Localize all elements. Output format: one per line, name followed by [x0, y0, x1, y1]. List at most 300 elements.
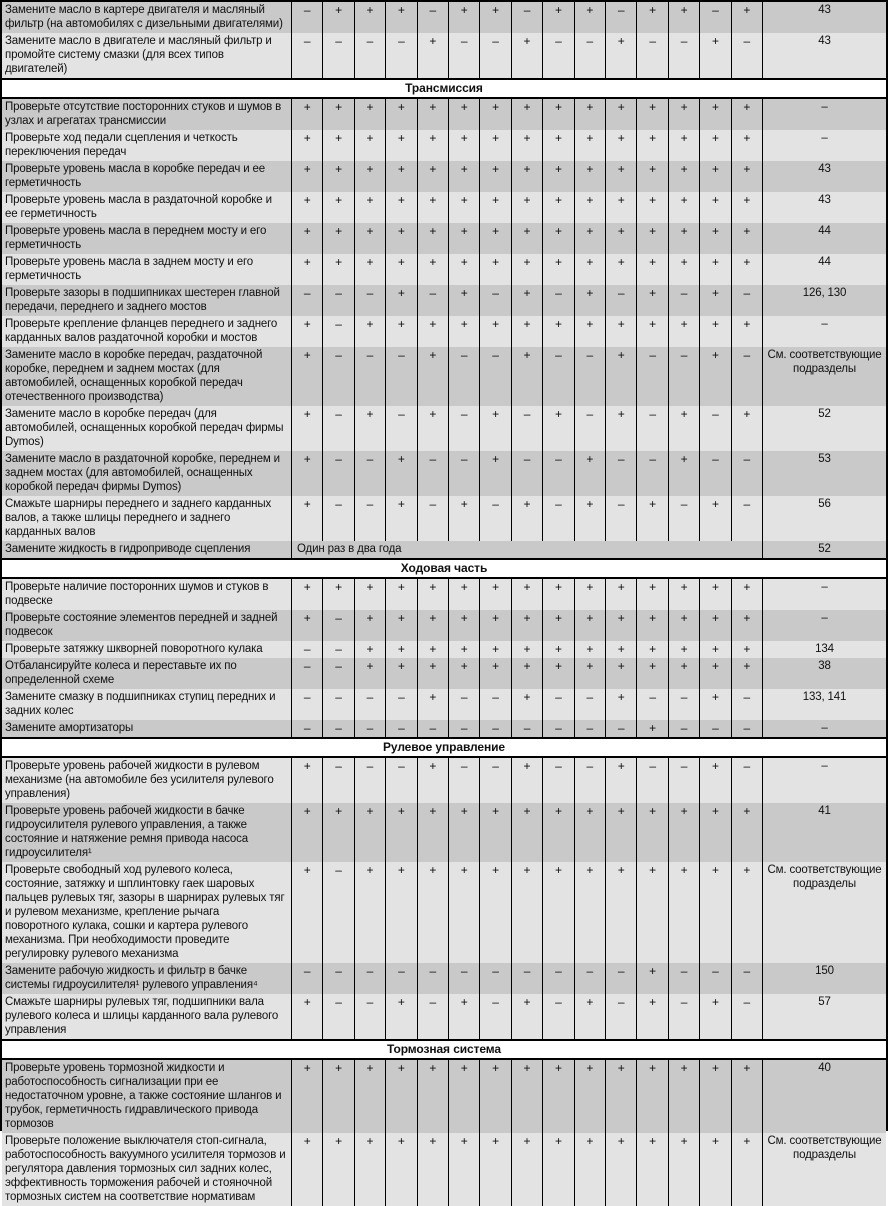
mark-cell: – — [668, 994, 699, 1039]
mark-cell: – — [542, 33, 573, 78]
interval-marks — [291, 99, 762, 130]
mark-cell: + — [574, 862, 605, 963]
mark-cell: + — [731, 254, 762, 285]
interval-marks — [291, 496, 762, 541]
mark-cell: + — [668, 161, 699, 192]
mark-cell: + — [605, 862, 636, 963]
mark-cell: + — [668, 862, 699, 963]
maintenance-row — [2, 99, 886, 130]
maintenance-row — [2, 1060, 886, 1133]
mark-cell: + — [668, 192, 699, 223]
mark-cell: + — [322, 579, 353, 610]
mark-cell: – — [354, 720, 385, 737]
mark-cell: + — [511, 316, 542, 347]
mark-cell: + — [479, 2, 510, 33]
mark-cell: + — [574, 223, 605, 254]
page-cell: 43 — [762, 161, 886, 192]
mark-cell: – — [385, 963, 416, 994]
task-cell: Замените масло в раздаточной коробке, переднем и заднем мостах (для автомобилей, оснащенных коробкой передач фирмы Dymos) — [5, 453, 280, 493]
mark-cell: + — [605, 192, 636, 223]
mark-cell: – — [574, 406, 605, 451]
mark-cell: – — [479, 720, 510, 737]
mark-cell: + — [354, 579, 385, 610]
mark-cell: – — [636, 451, 667, 496]
mark-cell: + — [511, 758, 542, 803]
task-cell: Замените масло в картере двигателя и масляный фильтр (на автомобилях с дизельными двигателями) — [5, 4, 283, 30]
mark-cell: + — [417, 641, 448, 658]
mark-cell: + — [291, 99, 322, 130]
mark-cell: + — [322, 161, 353, 192]
mark-cell: + — [291, 451, 322, 496]
page-cell: – — [762, 579, 886, 610]
mark-cell: + — [574, 2, 605, 33]
mark-cell: + — [417, 223, 448, 254]
mark-cell: + — [574, 99, 605, 130]
mark-cell: + — [668, 406, 699, 451]
mark-cell: – — [605, 2, 636, 33]
mark-cell: + — [291, 862, 322, 963]
mark-cell: + — [605, 689, 636, 720]
mark-cell: – — [448, 689, 479, 720]
mark-cell: + — [511, 496, 542, 541]
mark-cell: + — [574, 192, 605, 223]
mark-cell: + — [511, 1060, 542, 1133]
interval-marks — [291, 758, 762, 803]
mark-cell: + — [511, 192, 542, 223]
mark-cell: + — [448, 99, 479, 130]
mark-cell: + — [668, 803, 699, 862]
mark-cell: – — [731, 496, 762, 541]
page-cell: – — [762, 610, 886, 641]
mark-cell: + — [479, 658, 510, 689]
mark-cell: + — [636, 862, 667, 963]
mark-cell: + — [542, 862, 573, 963]
page-cell: 133, 141 — [762, 689, 886, 720]
mark-cell: + — [699, 994, 730, 1039]
mark-cell: + — [417, 689, 448, 720]
mark-cell: – — [699, 963, 730, 994]
mark-cell: + — [291, 161, 322, 192]
mark-cell: – — [385, 720, 416, 737]
mark-cell: + — [417, 1060, 448, 1133]
mark-cell: + — [354, 2, 385, 33]
task-cell: Проверьте положение выключателя стоп-сигнала, работоспособность вакуумного усилителя тормозов и регулятора давления тормозных сил задних колес, эффективность торможения рабочей и стояночной тормозных систем на соответствие нормативам — [5, 1135, 286, 1203]
mark-cell: – — [731, 285, 762, 316]
mark-cell: + — [605, 610, 636, 641]
mark-cell: – — [385, 33, 416, 78]
task-cell: Смажьте шарниры рулевых тяг, подшипники вала рулевого колеса и шлицы карданного вала рулевого управления — [5, 996, 279, 1036]
mark-cell: + — [699, 347, 730, 406]
mark-cell: – — [699, 406, 730, 451]
mark-cell: + — [322, 99, 353, 130]
page-cell: 57 — [762, 994, 886, 1039]
mark-cell: + — [731, 406, 762, 451]
mark-cell: – — [699, 2, 730, 33]
maintenance-row — [2, 1133, 886, 1206]
mark-cell: + — [291, 192, 322, 223]
mark-cell: + — [417, 862, 448, 963]
mark-cell: – — [605, 963, 636, 994]
mark-cell: + — [636, 223, 667, 254]
interval-marks — [291, 451, 762, 496]
mark-cell: + — [448, 130, 479, 161]
page-cell: 53 — [762, 451, 886, 496]
mark-cell: – — [542, 994, 573, 1039]
page-cell: См. соответствующие подразделы — [762, 862, 886, 963]
mark-cell: + — [448, 192, 479, 223]
mark-cell: + — [385, 451, 416, 496]
interval-marks — [291, 285, 762, 316]
page-cell: 44 — [762, 223, 886, 254]
page-cell: 150 — [762, 963, 886, 994]
mark-cell: – — [511, 963, 542, 994]
mark-cell: – — [354, 994, 385, 1039]
mark-cell: + — [699, 316, 730, 347]
task-cell: Замените масло в коробке передач (для автомобилей, оснащенных коробкой передач фирмы Dymos) — [5, 408, 284, 448]
mark-cell: – — [291, 963, 322, 994]
mark-cell: + — [699, 641, 730, 658]
mark-cell: + — [636, 994, 667, 1039]
mark-cell: + — [605, 641, 636, 658]
mark-cell: + — [574, 579, 605, 610]
task-cell: Смажьте шарниры переднего и заднего карданных валов, а также шлицы переднего и заднего карданных валов — [5, 498, 272, 538]
maintenance-row — [2, 963, 886, 994]
mark-cell: + — [699, 130, 730, 161]
mark-cell: + — [479, 803, 510, 862]
mark-cell: + — [385, 254, 416, 285]
mark-cell: + — [448, 496, 479, 541]
mark-cell: – — [731, 347, 762, 406]
section-header: Ходовая часть — [2, 558, 886, 579]
interval-marks — [291, 316, 762, 347]
page-cell: – — [762, 758, 886, 803]
mark-cell: – — [322, 862, 353, 963]
mark-cell: + — [511, 658, 542, 689]
mark-cell: + — [636, 254, 667, 285]
mark-cell: + — [731, 610, 762, 641]
page-cell: См. соответствующие подразделы — [762, 1133, 886, 1206]
mark-cell: + — [448, 254, 479, 285]
maintenance-row — [2, 862, 886, 963]
mark-cell: + — [354, 1060, 385, 1133]
mark-cell: + — [605, 33, 636, 78]
interval-marks — [291, 610, 762, 641]
mark-cell: + — [699, 161, 730, 192]
mark-cell: + — [605, 803, 636, 862]
mark-cell: + — [417, 254, 448, 285]
mark-cell: + — [322, 192, 353, 223]
maintenance-row — [2, 223, 886, 254]
interval-marks — [291, 803, 762, 862]
page-cell: – — [762, 316, 886, 347]
mark-cell: – — [511, 720, 542, 737]
mark-cell: + — [448, 803, 479, 862]
mark-cell: + — [605, 223, 636, 254]
mark-cell: + — [542, 579, 573, 610]
mark-cell: + — [448, 641, 479, 658]
mark-cell: + — [731, 130, 762, 161]
mark-cell: + — [542, 99, 573, 130]
mark-cell: + — [417, 316, 448, 347]
mark-cell: + — [354, 99, 385, 130]
mark-cell: – — [574, 720, 605, 737]
mark-cell: + — [731, 2, 762, 33]
task-cell: Замените амортизаторы — [5, 722, 134, 734]
mark-cell: + — [605, 758, 636, 803]
maintenance-row — [2, 254, 886, 285]
mark-cell: + — [605, 347, 636, 406]
maintenance-row — [2, 406, 886, 451]
mark-cell: – — [291, 2, 322, 33]
interval-marks — [291, 720, 762, 737]
mark-cell: + — [636, 1060, 667, 1133]
mark-cell: + — [699, 496, 730, 541]
page-cell: 44 — [762, 254, 886, 285]
mark-cell: + — [511, 347, 542, 406]
mark-cell: + — [291, 610, 322, 641]
task-cell: Замените рабочую жидкость и фильтр в бачке системы гидроусилителя¹ рулевого управления⁴ — [5, 965, 258, 991]
mark-cell: – — [417, 994, 448, 1039]
maintenance-row — [2, 285, 886, 316]
mark-cell: – — [542, 451, 573, 496]
mark-cell: + — [385, 161, 416, 192]
mark-cell: + — [417, 1133, 448, 1206]
mark-cell: – — [354, 347, 385, 406]
interval-marks — [291, 254, 762, 285]
mark-cell: + — [417, 192, 448, 223]
mark-cell: + — [731, 223, 762, 254]
interval-marks — [291, 223, 762, 254]
mark-cell: – — [605, 451, 636, 496]
maintenance-row — [2, 579, 886, 610]
page-cell: 38 — [762, 658, 886, 689]
mark-cell: + — [731, 161, 762, 192]
mark-cell: + — [574, 1060, 605, 1133]
mark-cell: + — [636, 496, 667, 541]
mark-cell: – — [322, 33, 353, 78]
mark-cell: + — [574, 130, 605, 161]
maintenance-row — [2, 803, 886, 862]
mark-cell: – — [417, 963, 448, 994]
mark-cell: + — [385, 316, 416, 347]
maintenance-row — [2, 496, 886, 541]
mark-cell: – — [668, 758, 699, 803]
mark-cell: + — [636, 658, 667, 689]
maintenance-row — [2, 347, 886, 406]
mark-cell: + — [354, 610, 385, 641]
mark-cell: + — [605, 1133, 636, 1206]
mark-cell: – — [322, 610, 353, 641]
mark-cell: + — [511, 130, 542, 161]
interval-marks — [291, 33, 762, 78]
section-header: Трансмиссия — [2, 78, 886, 99]
mark-cell: + — [417, 610, 448, 641]
mark-cell: – — [322, 994, 353, 1039]
mark-cell: + — [731, 579, 762, 610]
mark-cell: – — [542, 285, 573, 316]
mark-cell: + — [542, 658, 573, 689]
maintenance-row — [2, 641, 886, 658]
mark-cell: + — [291, 406, 322, 451]
mark-cell: + — [291, 223, 322, 254]
mark-cell: + — [668, 1133, 699, 1206]
mark-cell: – — [354, 963, 385, 994]
mark-cell: – — [322, 641, 353, 658]
mark-cell: + — [354, 192, 385, 223]
mark-cell: – — [574, 963, 605, 994]
mark-cell: – — [479, 347, 510, 406]
page-cell: – — [762, 130, 886, 161]
mark-cell: + — [291, 316, 322, 347]
mark-cell: – — [448, 33, 479, 78]
mark-cell: – — [731, 451, 762, 496]
mark-cell: + — [668, 1060, 699, 1133]
mark-cell: + — [542, 254, 573, 285]
mark-cell: – — [479, 33, 510, 78]
mark-cell: + — [479, 862, 510, 963]
section-header: Рулевое управление — [2, 737, 886, 758]
task-cell: Проверьте уровень масла в переднем мосту и его герметичность — [5, 225, 267, 251]
mark-cell: + — [417, 347, 448, 406]
mark-cell: + — [731, 641, 762, 658]
interval-marks — [291, 689, 762, 720]
mark-cell: – — [322, 758, 353, 803]
mark-cell: + — [448, 579, 479, 610]
mark-cell: + — [417, 803, 448, 862]
mark-cell: + — [385, 99, 416, 130]
mark-cell: + — [668, 223, 699, 254]
mark-cell: + — [574, 610, 605, 641]
mark-cell: + — [605, 1060, 636, 1133]
mark-cell: + — [448, 1060, 479, 1133]
task-cell: Проверьте крепление фланцев переднего и заднего карданных валов раздаточной коробки и мостов — [5, 318, 278, 344]
mark-cell: – — [322, 689, 353, 720]
task-cell: Замените смазку в подшипниках ступиц передних и задних колес — [5, 691, 276, 717]
mark-cell: + — [417, 130, 448, 161]
mark-cell: + — [636, 803, 667, 862]
mark-cell: + — [448, 862, 479, 963]
mark-cell: + — [605, 579, 636, 610]
mark-cell: + — [636, 963, 667, 994]
mark-cell: + — [636, 192, 667, 223]
mark-cell: + — [605, 254, 636, 285]
mark-cell: + — [291, 994, 322, 1039]
mark-cell: + — [322, 254, 353, 285]
mark-cell: + — [385, 130, 416, 161]
interval-marks — [291, 994, 762, 1039]
mark-cell: + — [605, 658, 636, 689]
task-cell: Замените жидкость в гидроприводе сцепления — [5, 543, 251, 555]
mark-cell: – — [322, 451, 353, 496]
mark-cell: + — [699, 579, 730, 610]
mark-cell: + — [291, 1060, 322, 1133]
page-cell: 126, 130 — [762, 285, 886, 316]
page-cell: 52 — [762, 541, 886, 558]
maintenance-row — [2, 720, 886, 737]
mark-cell: + — [385, 803, 416, 862]
mark-cell: + — [479, 406, 510, 451]
mark-cell: – — [668, 720, 699, 737]
mark-cell: – — [479, 496, 510, 541]
interval-span-cell: Один раз в два года — [291, 541, 762, 558]
task-cell: Проверьте свободный ход рулевого колеса, состояние, затяжку и шплинтовку гаек шаровых пальцев рулевых тяг, зазоры в шарнирах рулевых тяг и рулевом механизме, крепление рычага поворотного кулака, сошки и картера рулевого механизма. При необходимости проведите регулировку рулевого механизма — [5, 864, 285, 960]
mark-cell: + — [636, 130, 667, 161]
mark-cell: + — [448, 994, 479, 1039]
mark-cell: + — [479, 1060, 510, 1133]
mark-cell: – — [354, 285, 385, 316]
mark-cell: + — [636, 720, 667, 737]
mark-cell: – — [417, 451, 448, 496]
mark-cell: + — [322, 1060, 353, 1133]
task-cell: Проверьте наличие посторонних шумов и стуков в подвеске — [5, 581, 269, 607]
mark-cell: – — [354, 689, 385, 720]
mark-cell: – — [448, 451, 479, 496]
mark-cell: – — [605, 720, 636, 737]
mark-cell: – — [385, 758, 416, 803]
maintenance-row — [2, 610, 886, 641]
mark-cell: + — [699, 803, 730, 862]
task-cell: Проверьте зазоры в подшипниках шестерен главной передачи, переднего и заднего мостов — [5, 287, 280, 313]
mark-cell: + — [574, 658, 605, 689]
mark-cell: + — [636, 161, 667, 192]
mark-cell: + — [542, 406, 573, 451]
mark-cell: + — [354, 130, 385, 161]
mark-cell: + — [479, 579, 510, 610]
mark-cell: – — [448, 406, 479, 451]
mark-cell: + — [699, 99, 730, 130]
mark-cell: – — [574, 347, 605, 406]
mark-cell: – — [511, 2, 542, 33]
mark-cell: + — [542, 161, 573, 192]
mark-cell: – — [636, 33, 667, 78]
interval-marks — [291, 862, 762, 963]
mark-cell: + — [574, 451, 605, 496]
mark-cell: + — [699, 758, 730, 803]
maintenance-row — [2, 689, 886, 720]
mark-cell: + — [322, 223, 353, 254]
mark-cell: – — [322, 658, 353, 689]
mark-cell: + — [574, 1133, 605, 1206]
mark-cell: + — [322, 130, 353, 161]
mark-cell: + — [542, 1133, 573, 1206]
mark-cell: – — [291, 33, 322, 78]
mark-cell: – — [448, 758, 479, 803]
page-cell: 41 — [762, 803, 886, 862]
mark-cell: – — [322, 316, 353, 347]
mark-cell: + — [605, 99, 636, 130]
mark-cell: + — [574, 641, 605, 658]
mark-cell: – — [322, 496, 353, 541]
mark-cell: – — [322, 347, 353, 406]
mark-cell: – — [385, 406, 416, 451]
mark-cell: – — [448, 720, 479, 737]
mark-cell: + — [511, 285, 542, 316]
mark-cell: + — [574, 994, 605, 1039]
mark-cell: + — [574, 316, 605, 347]
mark-cell: + — [354, 406, 385, 451]
mark-cell: + — [636, 316, 667, 347]
mark-cell: + — [605, 406, 636, 451]
mark-cell: + — [417, 161, 448, 192]
mark-cell: + — [291, 1133, 322, 1206]
mark-cell: – — [291, 658, 322, 689]
mark-cell: – — [354, 496, 385, 541]
mark-cell: – — [291, 285, 322, 316]
mark-cell: + — [448, 161, 479, 192]
mark-cell: + — [731, 803, 762, 862]
mark-cell: + — [385, 285, 416, 316]
page-cell: 43 — [762, 2, 886, 33]
